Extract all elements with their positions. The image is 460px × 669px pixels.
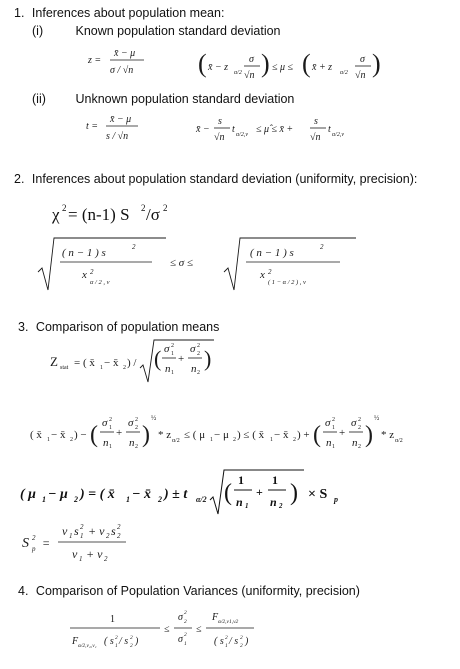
svg-text:+: + [178, 353, 185, 365]
svg-text:n: n [352, 437, 358, 449]
svg-text:2: 2 [240, 635, 243, 641]
svg-text:α/2,ν1,ν2: α/2,ν1,ν2 [218, 619, 239, 625]
svg-text:t: t [232, 124, 235, 135]
svg-text:): ) [142, 422, 150, 448]
svg-text:) ≤ ( x̄: ) ≤ ( x̄ [237, 429, 265, 441]
svg-text:1: 1 [171, 351, 174, 357]
svg-text:1: 1 [80, 532, 84, 540]
variance-ratio-interval [66, 604, 286, 661]
svg-text:* z: * z [381, 429, 395, 441]
section-2-title: Inferences about population standard deviation (uniformity, precision): [31, 172, 418, 186]
svg-text:× S: × S [308, 487, 328, 502]
svg-text:): ) [365, 422, 373, 448]
svg-text:( n − 1 ) s: ( n − 1 ) s [250, 247, 294, 259]
svg-text:σ: σ [128, 417, 134, 429]
svg-text:1: 1 [79, 555, 83, 563]
svg-text:2: 2 [74, 495, 78, 504]
svg-text:(: ( [198, 49, 207, 78]
svg-text:(: ( [313, 422, 321, 448]
svg-text:x̄ −: x̄ − [196, 124, 210, 135]
svg-text:/ s: / s [119, 636, 129, 647]
section-1-heading [14, 6, 224, 21]
svg-text:σ: σ [351, 417, 357, 429]
svg-text:2: 2 [233, 437, 236, 443]
svg-text:): ) [372, 49, 381, 78]
svg-text:σ: σ [360, 54, 365, 65]
svg-text:≤ μ ≤: ≤ μ ≤ [272, 62, 293, 73]
svg-text:− μ: − μ [48, 487, 68, 502]
section-4-title: Comparison of Population Variances (uniformity, precision) [35, 584, 360, 598]
svg-text:1: 1 [42, 495, 46, 504]
svg-text:2: 2 [70, 437, 73, 443]
svg-text:t =: t = [86, 121, 99, 132]
svg-text:+: + [339, 427, 346, 439]
svg-text:x̄ − z: x̄ − z [208, 62, 229, 73]
svg-text:1: 1 [100, 365, 103, 371]
standard-deviation-confidence-interval [36, 234, 366, 301]
section-2-heading [14, 172, 417, 187]
section-3-heading [18, 320, 219, 335]
svg-text:− x̄: − x̄ [51, 429, 66, 441]
svg-text:1: 1 [332, 425, 335, 431]
svg-text:n: n [165, 363, 171, 375]
svg-text:1: 1 [115, 643, 118, 649]
svg-text:x̄ − μ: x̄ − μ [114, 48, 136, 59]
svg-text:− μ: − μ [214, 429, 229, 441]
svg-text:2: 2 [80, 523, 84, 531]
svg-text:= (n-1) S: = (n-1) S [68, 205, 130, 224]
svg-text:2: 2 [268, 268, 272, 276]
svg-text:2: 2 [90, 268, 94, 276]
svg-text:2: 2 [109, 417, 112, 423]
svg-text:2: 2 [130, 643, 133, 649]
case-i-label: (i) [32, 24, 44, 38]
svg-text:σ: σ [190, 343, 196, 355]
svg-text:α/2: α/2 [172, 438, 180, 444]
svg-text:): ) [135, 636, 139, 647]
svg-text:2: 2 [130, 635, 133, 641]
svg-text:+: + [116, 427, 123, 439]
svg-text:(: ( [302, 49, 311, 78]
svg-text:2: 2 [184, 632, 187, 638]
case-ii-text: Unknown population standard deviation [75, 92, 295, 106]
svg-text:2: 2 [115, 635, 118, 641]
svg-text:1: 1 [109, 425, 112, 431]
svg-text:Z: Z [50, 354, 58, 369]
svg-text:σ: σ [178, 612, 183, 623]
svg-text:α/2,ν₂,ν₁: α/2,ν₂,ν₁ [78, 643, 97, 649]
svg-text:2: 2 [197, 343, 200, 349]
svg-text:) /: ) / [127, 357, 137, 369]
svg-text:1: 1 [171, 370, 174, 376]
z-statistic-formula [88, 44, 168, 85]
svg-text:½: ½ [151, 414, 157, 422]
svg-text:2: 2 [279, 502, 283, 510]
svg-text:2: 2 [332, 417, 335, 423]
svg-text:n: n [236, 495, 243, 509]
section-2-number: 2. [14, 172, 25, 186]
svg-text:2: 2 [32, 534, 36, 542]
svg-text:σ: σ [249, 54, 254, 65]
svg-text:2: 2 [141, 203, 146, 213]
case-i-heading [32, 24, 281, 39]
case-ii-heading [32, 92, 294, 107]
svg-text:2: 2 [135, 425, 138, 431]
svg-text:− x̄: − x̄ [274, 429, 289, 441]
svg-text:2: 2 [358, 425, 361, 431]
svg-text:2: 2 [62, 203, 67, 213]
svg-text:p: p [334, 495, 338, 504]
section-3-title: Comparison of population means [35, 320, 220, 334]
svg-text:α/2,ν: α/2,ν [332, 132, 344, 138]
svg-text:=: = [42, 536, 51, 550]
svg-text:= ( x̄: = ( x̄ [74, 357, 95, 369]
svg-text:( 1 − α / 2 ) , ν: ( 1 − α / 2 ) , ν [268, 279, 306, 286]
svg-text:α/2: α/2 [340, 70, 348, 76]
svg-text:2: 2 [225, 635, 228, 641]
svg-text:) +: ) + [297, 429, 310, 441]
svg-text:x̄ − μ: x̄ − μ [110, 114, 132, 125]
svg-text:ν: ν [62, 524, 68, 538]
svg-text:− x̄: − x̄ [132, 487, 151, 502]
svg-text:2: 2 [197, 351, 200, 357]
svg-text:n: n [129, 437, 135, 449]
svg-text:≤ σ ≤: ≤ σ ≤ [170, 257, 193, 269]
section-4-number: 4. [18, 584, 29, 598]
svg-text:1: 1 [245, 502, 249, 510]
svg-text:ν: ν [72, 547, 78, 561]
svg-text:t: t [328, 124, 331, 135]
svg-text:) −: ) − [74, 429, 87, 441]
svg-text:α/2: α/2 [196, 495, 207, 504]
svg-text:1: 1 [126, 495, 130, 504]
svg-text:2: 2 [104, 555, 108, 563]
svg-text:n: n [103, 437, 109, 449]
svg-text:( s: ( s [214, 636, 224, 647]
svg-text:2: 2 [184, 610, 187, 616]
svg-text:( x̄: ( x̄ [30, 429, 42, 441]
svg-text:/ s: / s [229, 636, 239, 647]
section-1-number: 1. [14, 6, 25, 20]
svg-text:1: 1 [109, 444, 112, 450]
pooled-variance-formula [22, 520, 182, 571]
svg-text:2: 2 [123, 365, 126, 371]
svg-text:2: 2 [358, 417, 361, 423]
svg-text:α/2: α/2 [395, 438, 403, 444]
svg-text:p: p [32, 545, 36, 553]
svg-text:2: 2 [158, 495, 162, 504]
svg-text:½: ½ [374, 414, 380, 422]
svg-text:1: 1 [270, 437, 273, 443]
svg-text:* z: * z [158, 429, 172, 441]
known-sigma-confidence-interval [198, 48, 398, 93]
svg-text:1: 1 [47, 437, 50, 443]
unknown-sigma-confidence-interval [196, 112, 386, 153]
svg-text:1: 1 [238, 473, 244, 487]
t-statistic-formula [86, 110, 166, 151]
svg-text:F: F [212, 612, 219, 623]
section-3-number: 3. [18, 320, 29, 334]
svg-text:2: 2 [240, 643, 243, 649]
svg-text:z =: z = [88, 55, 102, 66]
svg-text:) = ( x̄: ) = ( x̄ [80, 487, 115, 502]
svg-text:): ) [204, 346, 212, 371]
svg-text:√n: √n [214, 132, 225, 143]
svg-text:2: 2 [117, 523, 121, 531]
svg-text:( s: ( s [104, 636, 114, 647]
z-stat-two-sample-formula [50, 338, 220, 391]
svg-text:α/2,ν: α/2,ν [236, 132, 248, 138]
svg-text:n: n [326, 437, 332, 449]
svg-text:1: 1 [184, 641, 187, 647]
svg-text:√n: √n [244, 70, 255, 81]
svg-text:σ: σ [325, 417, 331, 429]
case-ii-label: (ii) [32, 92, 46, 106]
chi-square-statistic-formula [52, 198, 172, 233]
section-4-heading [18, 584, 360, 599]
mean-difference-pooled-t-interval [20, 468, 360, 521]
svg-text:≤: ≤ [164, 624, 170, 635]
svg-text:x̄ + z: x̄ + z [312, 62, 333, 73]
svg-text:s / √n: s / √n [106, 131, 129, 142]
svg-text:x: x [82, 269, 87, 281]
svg-text:2: 2 [320, 243, 324, 251]
svg-text:( μ: ( μ [20, 487, 36, 502]
svg-text:≤ ( μ: ≤ ( μ [184, 429, 206, 441]
svg-text:F: F [72, 636, 79, 647]
svg-text:(: ( [90, 422, 98, 448]
svg-text:n: n [191, 363, 197, 375]
svg-text:≤ μ̂ ≤ x̄ +: ≤ μ̂ ≤ x̄ + [256, 124, 294, 135]
svg-text:2: 2 [171, 343, 174, 349]
svg-text:(: ( [154, 346, 162, 371]
svg-text:s: s [74, 524, 79, 538]
svg-text:): ) [245, 636, 249, 647]
svg-text:stat: stat [60, 365, 69, 371]
svg-text:+ ν: + ν [88, 524, 105, 538]
svg-text:) ± t: ) ± t [164, 487, 188, 502]
svg-text:2: 2 [197, 370, 200, 376]
svg-text:1: 1 [332, 444, 335, 450]
svg-text:σ: σ [164, 343, 170, 355]
svg-text:χ: χ [52, 205, 60, 224]
svg-text:n: n [270, 495, 277, 509]
svg-text:1: 1 [272, 473, 278, 487]
svg-text:2: 2 [106, 532, 110, 540]
svg-text:√n: √n [310, 132, 321, 143]
case-i-text: Known population standard deviation [75, 24, 281, 38]
svg-text:2: 2 [293, 437, 296, 443]
svg-text:2: 2 [135, 444, 138, 450]
svg-text:2: 2 [184, 619, 187, 625]
svg-text:s: s [111, 524, 116, 538]
svg-text:s: s [218, 116, 222, 127]
svg-text:σ / √n: σ / √n [110, 65, 134, 76]
svg-text:x: x [260, 269, 265, 281]
svg-text:2: 2 [132, 243, 136, 251]
svg-text:s: s [314, 116, 318, 127]
svg-text:σ: σ [102, 417, 108, 429]
svg-text:( n − 1 ) s: ( n − 1 ) s [62, 247, 106, 259]
svg-text:2: 2 [117, 532, 121, 540]
svg-text:√n: √n [355, 70, 366, 81]
mean-difference-known-variance-interval [30, 410, 440, 465]
svg-text:α/2: α/2 [234, 70, 242, 76]
svg-text:α / 2 , ν: α / 2 , ν [90, 279, 110, 286]
svg-text:+ ν: + ν [86, 547, 103, 561]
svg-text:1: 1 [210, 437, 213, 443]
svg-text:≤: ≤ [196, 624, 202, 635]
svg-text:+: + [256, 485, 263, 499]
svg-text:1: 1 [225, 643, 228, 649]
svg-text:S: S [22, 536, 29, 551]
svg-text:2: 2 [358, 444, 361, 450]
svg-text:σ: σ [178, 634, 183, 645]
svg-text:(: ( [224, 480, 232, 506]
svg-text:− x̄: − x̄ [104, 357, 119, 369]
svg-text:/σ: /σ [146, 205, 160, 224]
svg-text:): ) [261, 49, 270, 78]
svg-text:): ) [290, 480, 298, 506]
svg-text:2: 2 [135, 417, 138, 423]
svg-text:2: 2 [163, 203, 168, 213]
svg-text:1: 1 [69, 532, 73, 540]
section-1-title: Inferences about population mean: [31, 6, 225, 20]
svg-text:1: 1 [110, 614, 115, 625]
